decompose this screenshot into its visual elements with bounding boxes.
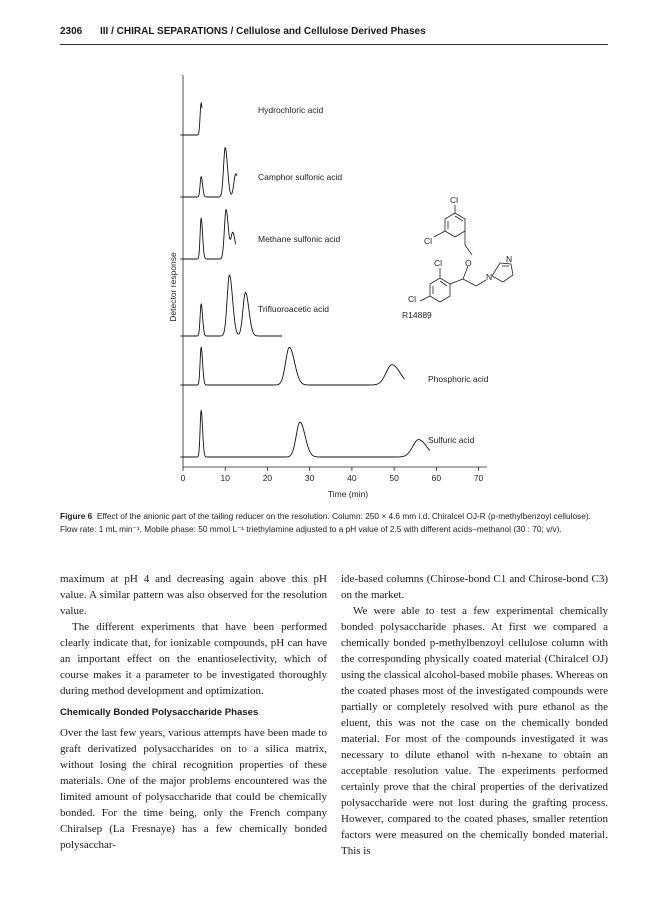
paragraph: The different experiments that have been performed clearly indicate that, for ionizable compounds, pH can have an important effect on the enantioselectivity, which of course makes it a parameter to be investigated thoroughly during method development and optimization.: [60, 621, 327, 697]
caption-label: Figure 6: [60, 511, 93, 521]
bond: [476, 280, 486, 286]
structure-atom: Cl: [450, 195, 459, 205]
bond: [463, 279, 476, 286]
structure-atom: N: [486, 272, 493, 282]
bond: [434, 231, 445, 237]
structure-atom: O: [465, 258, 472, 268]
x-tick-label: 0: [180, 473, 186, 483]
paragraph: Over the last few years, various attempts have been made to graft derivatized polysaccharides on to a silica matrix, without losing the chiral recognition properties of these materials. One of the major problems encountered was the limited amount of polysaccharide that could be chemically bonded. For the time being, only the French company Chiralsep (La Fresnaye) has a few chemically bonded polysacchar-: [60, 727, 327, 851]
chromatogram-trace: [183, 210, 236, 259]
page-number: 2306: [60, 26, 83, 37]
caption-text: Effect of the anionic part of the tailing reducer on the resolution. Column: 250 × 4.6 mm i.d. Chiralcel OJ-R (p-methylbenzoyl cellulose). Flow rate: 1 mL min⁻¹. Mobile phase: 50 mmol L⁻¹ triethylamine adjusted to a pH value of 2.5 with different acids–methanol (30 : 70; v/v).: [60, 511, 591, 534]
chromatogram-trace: [183, 347, 405, 385]
paragraph: We were able to test a few experimental chemically bonded polysaccharide phases. At first we compared a chemically bonded p-methylbenzoyl cellulose column with the corresponding physically coated material (Chiralcel OJ) using the classical alcohol-based mobile phases. Whereas on the coated phases most of the investigated compounds were partially or completely resolved with pure ethanol as the eluent, this was not the case on the chemically bonded material. For most of the compounds investigated it was necessary to dilute ethanol with n-hexane to obtain an acceptable resolution value. The experiments performed certainly prove that the chiral properties of the derivatized polysaccharide were not lost during the grafting process. However, compared to the coated phases, smaller retention factors were measured on the chemically bonded material. This is: [341, 605, 608, 857]
series-label: Sulfuric acid: [428, 435, 475, 445]
paragraph: maximum at pH 4 and decreasing again above this pH value. A similar pattern was also observed for the resolution value.: [60, 573, 327, 617]
series-label: Methane sulfonic acid: [258, 234, 341, 244]
body-column-left: [60, 571, 327, 853]
chromatogram-trace: [183, 103, 202, 135]
x-tick-label: 60: [431, 473, 442, 483]
x-tick-label: 10: [220, 473, 230, 483]
bond: [420, 296, 430, 301]
x-axis-label: Time (min): [327, 489, 369, 499]
series-label: Trifluoroacetic acid: [258, 304, 330, 314]
x-tick-label: 30: [304, 473, 315, 483]
paragraph: ide-based columns (Chirose-bond C1 and Chirose-bond C3) on the market.: [341, 573, 608, 601]
y-axis-label: Detector response: [168, 252, 178, 322]
series-label: Phosphoric acid: [428, 374, 489, 384]
compound-code: R14889: [402, 310, 432, 320]
x-tick-label: 40: [347, 473, 357, 483]
running-title: III / CHIRAL SEPARATIONS / Cellulose and Cellulose Derived Phases: [100, 26, 426, 37]
figure-caption: [60, 510, 608, 535]
structure-atom: Cl: [408, 294, 417, 304]
x-tick-label: 50: [389, 473, 399, 483]
chromatogram-trace: [183, 411, 430, 457]
series-label: Hydrochloric acid: [258, 105, 324, 115]
chemical-structure-r14889: [402, 195, 513, 320]
bond: [450, 279, 463, 284]
x-tick-label: 70: [473, 473, 484, 483]
structure-atom: N: [506, 254, 513, 264]
bond: [465, 245, 472, 255]
chromatogram-trace: [183, 148, 237, 197]
series-label: Camphor sulfonic acid: [258, 172, 343, 182]
structure-atom: Cl: [434, 258, 443, 268]
section-heading: Chemically Bonded Polysaccharide Phases: [60, 707, 259, 718]
x-tick-label: 20: [262, 473, 273, 483]
structure-atom: Cl: [424, 236, 433, 246]
body-column-right: [341, 571, 608, 859]
